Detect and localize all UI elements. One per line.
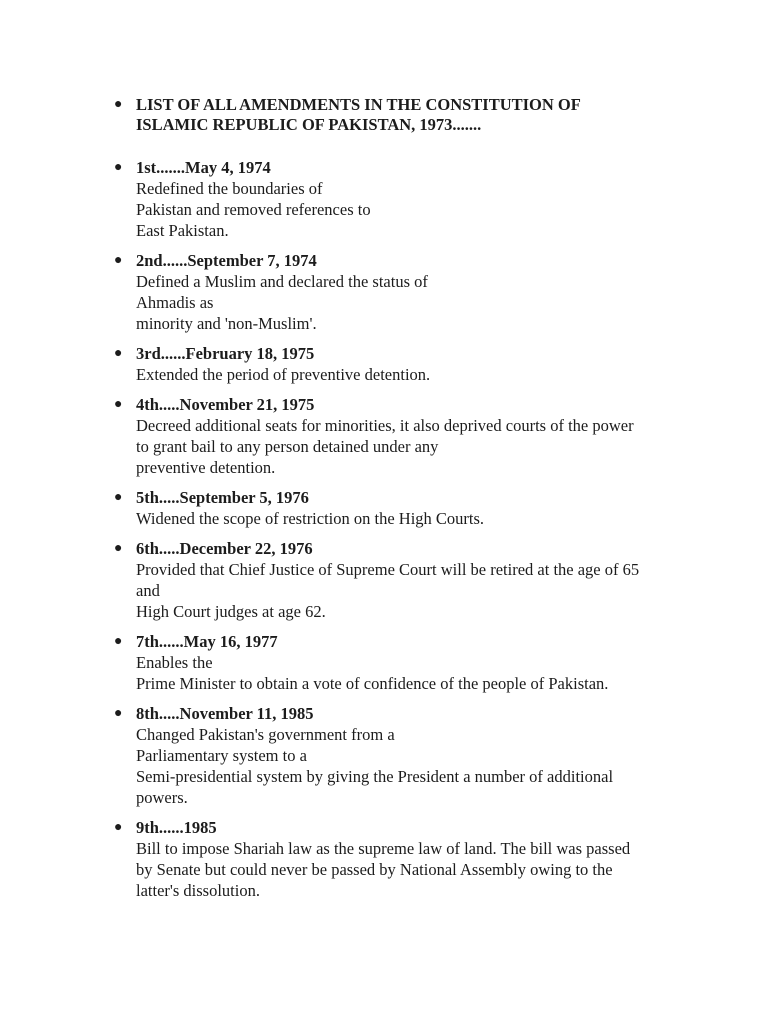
amendment-item [114,538,696,622]
description-line: Ahmadis as [136,293,214,312]
bullet-icon: ● [114,97,123,112]
description-line: East Pakistan. [136,221,229,240]
description-line: Provided that Chief Justice of Supreme Court will be retired at the age of 65 [136,560,640,579]
amendment-title: 1st.......May 4, 1974 [136,158,271,177]
amendment-item [114,703,696,808]
description-line: Prime Minister to obtain a vote of confidence of the people of Pakistan. [136,674,609,693]
bullet-icon: ● [114,490,123,505]
description-line: preventive detention. [136,458,276,477]
description-line: Parliamentary system to a [136,746,307,765]
bullet-icon: ● [114,634,123,649]
description-line: Redefined the boundaries of [136,179,323,198]
amendment-description [136,178,696,241]
amendment-title: 8th.....November 11, 1985 [136,704,314,723]
amendment-description [136,652,696,694]
bullet-icon: ● [114,253,123,268]
bullet-icon: ● [114,820,123,835]
amendment-item [114,631,696,694]
heading-line: LIST OF ALL AMENDMENTS IN THE CONSTITUTION OF [136,95,581,114]
bullet-icon: ● [114,160,123,175]
description-line: Pakistan and removed references to [136,200,371,219]
description-line: Bill to impose Shariah law as the supreme law of land. The bill was passed [136,839,631,858]
amendments-list [114,95,696,910]
amendment-description [136,559,696,622]
description-line: Defined a Muslim and declared the status of [136,272,428,291]
amendment-title: 4th.....November 21, 1975 [136,395,315,414]
amendment-title: 9th......1985 [136,818,217,837]
description-line: Semi-presidential system by giving the President a number of additional [136,767,614,786]
amendment-description [136,508,696,529]
amendment-title: 2nd......September 7, 1974 [136,251,317,270]
description-line: by Senate but could never be passed by National Assembly owing to the [136,860,613,879]
amendment-item [114,250,696,334]
bullet-icon: ● [114,346,123,361]
bullet-icon: ● [114,397,123,412]
bullet-icon: ● [114,541,123,556]
description-line: Changed Pakistan's government from a [136,725,395,744]
amendment-title: 6th.....December 22, 1976 [136,539,313,558]
description-line: Extended the period of preventive detention. [136,365,431,384]
amendment-title: 3rd......February 18, 1975 [136,344,315,363]
description-line: and [136,581,160,600]
amendment-description [136,724,696,808]
description-line: to grant bail to any person detained under any [136,437,439,456]
amendment-item [114,817,696,901]
amendment-description [136,271,696,334]
heading-item [114,95,696,135]
amendment-item [114,394,696,478]
bullet-icon: ● [114,706,123,721]
heading-line: ISLAMIC REPUBLIC OF PAKISTAN, 1973....... [136,115,482,134]
amendment-item [114,157,696,241]
description-line: Widened the scope of restriction on the High Courts. [136,509,485,528]
description-line: minority and 'non-Muslim'. [136,314,317,333]
amendment-item [114,487,696,529]
amendment-item [114,343,696,385]
description-line: latter's dissolution. [136,881,260,900]
description-line: Decreed additional seats for minorities, it also deprived courts of the power [136,416,634,435]
amendment-title: 7th......May 16, 1977 [136,632,278,651]
amendment-description [136,364,696,385]
amendment-description [136,838,696,901]
description-line: Enables the [136,653,213,672]
amendment-description [136,415,696,478]
description-line: powers. [136,788,188,807]
document-heading [136,95,696,135]
description-line: High Court judges at age 62. [136,602,326,621]
amendment-title: 5th.....September 5, 1976 [136,488,309,507]
